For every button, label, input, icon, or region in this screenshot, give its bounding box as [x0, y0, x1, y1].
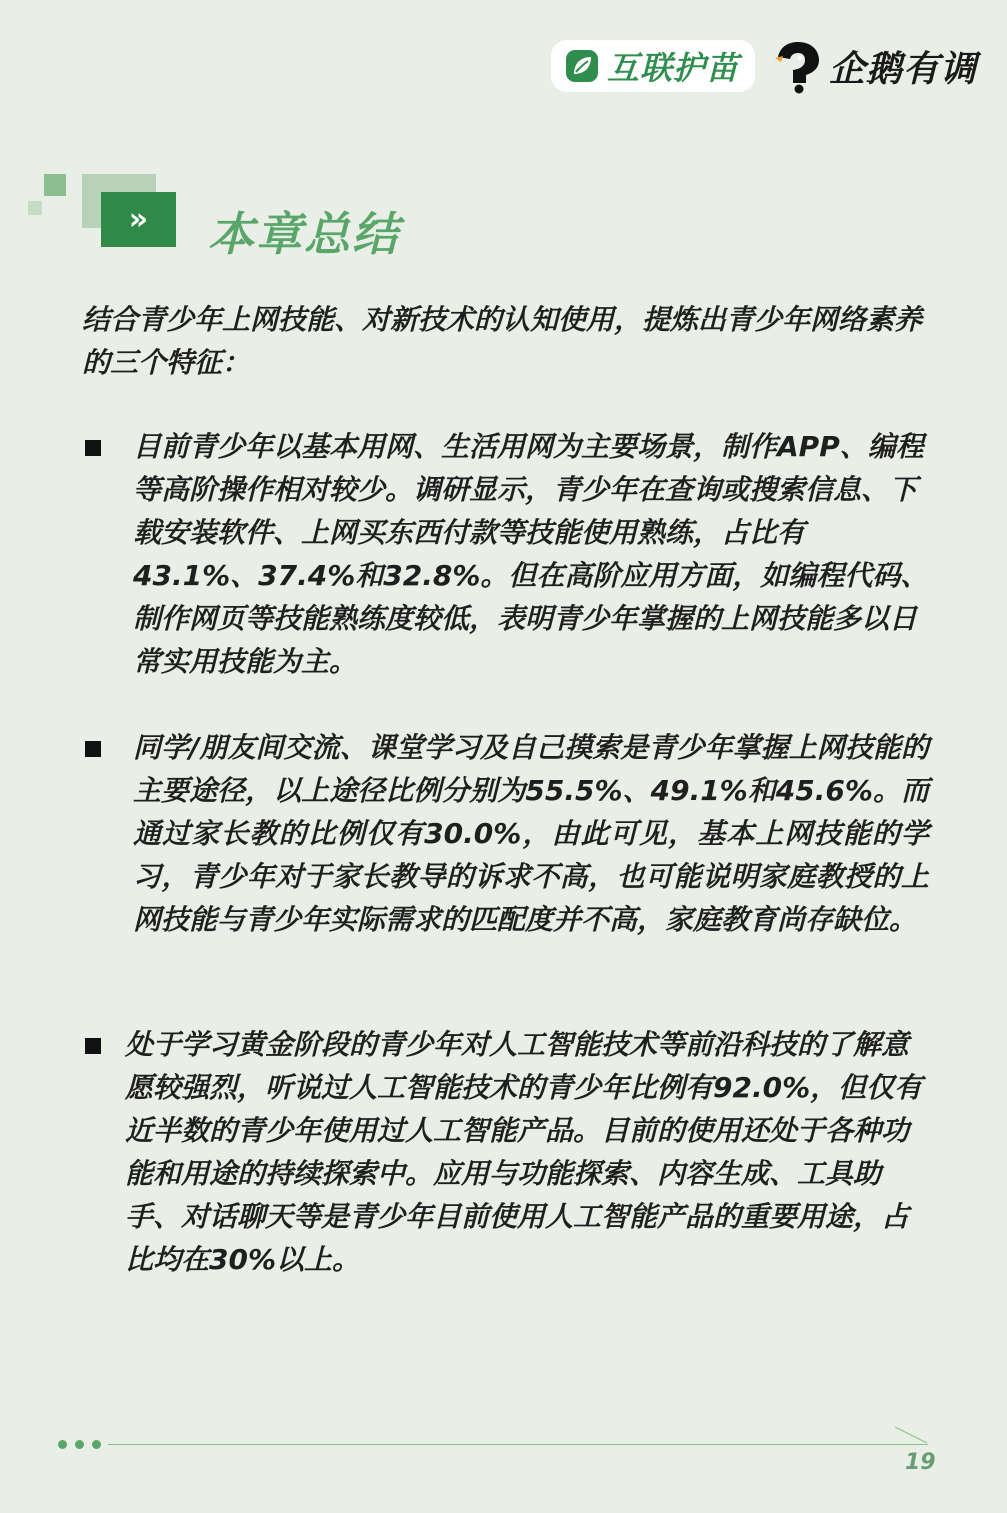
bullet-text: 目前青少年以基本用网、生活用网为主要场景，制作APP、编程等高阶操作相对较少。调研显示，青少年在查询或搜索信息、下载安装软件、上网买东西付款等技能使用熟练，占比有43.1%、37.4%和32.8%。但在高阶应用方面，如编程代码、制作网页等技能熟练度较低，表明青少年掌握的上网技能多以日常实用技能为主。 — [133, 430, 929, 678]
footer-divider — [108, 1444, 928, 1445]
footer-dots — [58, 1440, 101, 1449]
hulian-humiao-logo — [551, 40, 755, 92]
dot-icon — [58, 1440, 67, 1449]
header-logos — [551, 38, 977, 94]
section-title: 本章总结 — [208, 207, 400, 261]
footer-arrow-tick-icon — [895, 1426, 929, 1444]
logo-left-text: 互联护苗 — [606, 49, 739, 87]
sprout-leaf-icon — [565, 49, 599, 83]
page-number: 19 — [905, 1450, 936, 1475]
dot-icon — [75, 1440, 84, 1449]
qie-youdiao-logo — [773, 38, 977, 94]
penguin-question-icon — [773, 38, 823, 94]
logo-right-text: 企鹅有调 — [828, 48, 977, 90]
square-bullet-icon — [85, 1038, 101, 1054]
square-bullet-icon — [85, 440, 101, 456]
square-bullet-icon — [85, 741, 101, 757]
intro-paragraph: 结合青少年上网技能、对新技术的认知使用，提炼出青少年网络素养的三个特征： — [82, 303, 923, 379]
double-chevron-right-icon: » — [128, 201, 149, 237]
decor-square — [28, 201, 42, 215]
bullet-text: 同学/朋友间交流、课堂学习及自己摸索是青少年掌握上网技能的主要途径，以上途径比例分别为55.5%、49.1%和45.6%。而通过家长教的比例仅有30.0%，由此可见，基本上网技能的学习，青少年对于家长教导的诉求不高，也可能说明家庭教授的上网技能与青少年实际需求的匹配度并不高，家庭教育尚存缺位。 — [133, 731, 929, 936]
bullet-text: 处于学习黄金阶段的青少年对人工智能技术等前沿科技的了解意愿较强烈，听说过人工智能技术的青少年比例有92.0%，但仅有近半数的青少年使用过人工智能产品。目前的使用还处于各种功能和用途的持续探索中。应用与功能探索、内容生成、工具助手、对话聊天等是青少年目前使用人工智能产品的重要用途，占比均在30%以上。 — [125, 1028, 923, 1276]
section-arrow-badge — [101, 192, 176, 247]
decor-square — [44, 174, 66, 196]
dot-icon — [92, 1440, 101, 1449]
